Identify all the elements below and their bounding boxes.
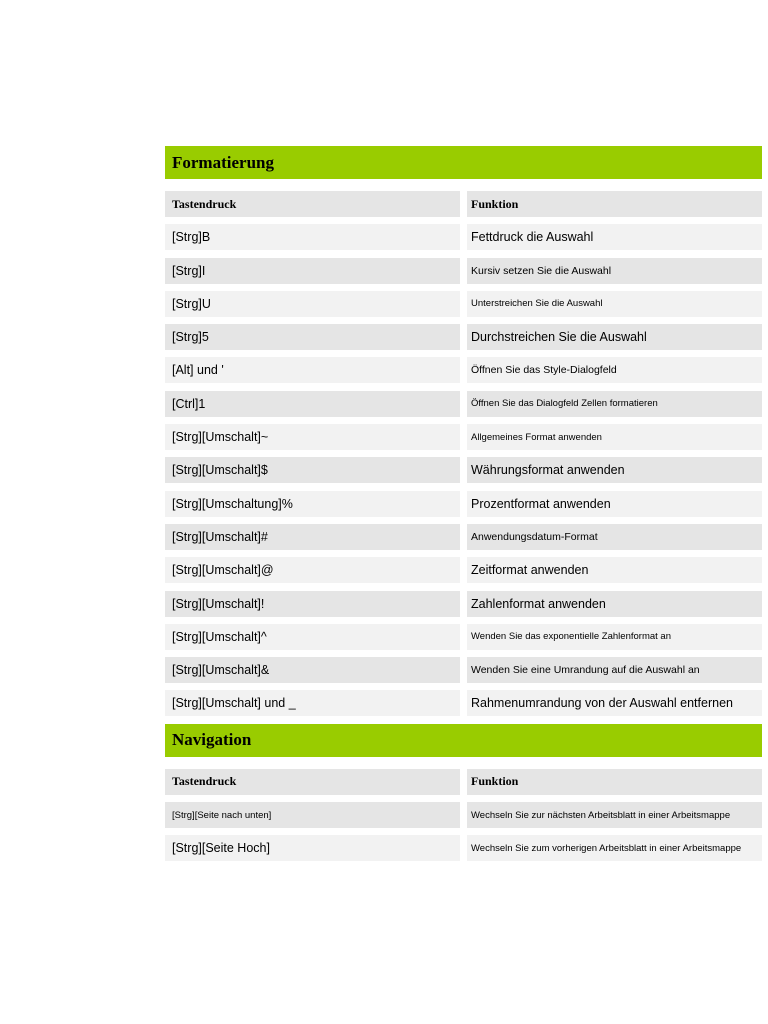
keystroke-cell: [Strg]B — [165, 224, 460, 250]
keystroke-cell: [Strg][Umschalt]~ — [165, 424, 460, 450]
table-row — [165, 835, 762, 861]
formatting-section — [165, 146, 762, 716]
keystroke-cell: [Strg]U — [165, 291, 460, 317]
table-row — [165, 557, 762, 583]
keystroke-cell: [Alt] und ' — [165, 357, 460, 383]
table-row — [165, 524, 762, 550]
keystroke-cell: [Strg][Umschalt]$ — [165, 457, 460, 483]
table-row — [165, 624, 762, 650]
function-cell: Wechseln Sie zum vorherigen Arbeitsblatt in einer Arbeitsmappe — [467, 835, 762, 861]
function-cell: Wenden Sie das exponentielle Zahlenformat an — [467, 624, 762, 650]
keystroke-cell: [Strg][Umschalt]# — [165, 524, 460, 550]
section-title: Formatierung — [165, 146, 762, 179]
table-row — [165, 657, 762, 683]
function-cell: Zeitformat anwenden — [467, 557, 762, 583]
column-header-keystroke: Tastendruck — [165, 769, 460, 795]
table-row — [165, 690, 762, 716]
navigation-table — [165, 769, 762, 862]
function-cell: Kursiv setzen Sie die Auswahl — [467, 258, 762, 284]
column-header-function: Funktion — [467, 191, 762, 217]
keystroke-cell: [Strg][Seite Hoch] — [165, 835, 460, 861]
function-cell: Öffnen Sie das Dialogfeld Zellen formatieren — [467, 391, 762, 417]
keystroke-cell: [Strg][Umschalt]& — [165, 657, 460, 683]
table-row — [165, 591, 762, 617]
keystroke-cell: [Strg][Seite nach unten] — [165, 802, 460, 828]
function-cell: Wenden Sie eine Umrandung auf die Auswahl an — [467, 657, 762, 683]
column-header-function: Funktion — [467, 769, 762, 795]
function-cell: Fettdruck die Auswahl — [467, 224, 762, 250]
table-row — [165, 224, 762, 250]
column-header-keystroke: Tastendruck — [165, 191, 460, 217]
table-row — [165, 291, 762, 317]
table-header-row — [165, 191, 762, 217]
keystroke-cell: [Strg][Umschalt] und _ — [165, 690, 460, 716]
table-row — [165, 424, 762, 450]
section-title: Navigation — [165, 724, 762, 757]
keystroke-cell: [Strg]5 — [165, 324, 460, 350]
keystroke-cell: [Strg][Umschaltung]% — [165, 491, 460, 517]
shortcut-reference — [165, 146, 762, 869]
function-cell: Währungsformat anwenden — [467, 457, 762, 483]
table-row — [165, 324, 762, 350]
table-row — [165, 391, 762, 417]
function-cell: Rahmenumrandung von der Auswahl entfernen — [467, 690, 762, 716]
formatting-table — [165, 191, 762, 716]
keystroke-cell: [Strg][Umschalt]! — [165, 591, 460, 617]
function-cell: Wechseln Sie zur nächsten Arbeitsblatt in einer Arbeitsmappe — [467, 802, 762, 828]
function-cell: Prozentformat anwenden — [467, 491, 762, 517]
table-row — [165, 802, 762, 828]
keystroke-cell: [Ctrl]1 — [165, 391, 460, 417]
table-header-row — [165, 769, 762, 795]
keystroke-cell: [Strg]I — [165, 258, 460, 284]
navigation-section — [165, 724, 762, 862]
keystroke-cell: [Strg][Umschalt]@ — [165, 557, 460, 583]
function-cell: Allgemeines Format anwenden — [467, 424, 762, 450]
function-cell: Öffnen Sie das Style-Dialogfeld — [467, 357, 762, 383]
table-row — [165, 491, 762, 517]
function-cell: Durchstreichen Sie die Auswahl — [467, 324, 762, 350]
table-row — [165, 357, 762, 383]
table-row — [165, 457, 762, 483]
function-cell: Anwendungsdatum-Format — [467, 524, 762, 550]
function-cell: Zahlenformat anwenden — [467, 591, 762, 617]
function-cell: Unterstreichen Sie die Auswahl — [467, 291, 762, 317]
keystroke-cell: [Strg][Umschalt]^ — [165, 624, 460, 650]
table-row — [165, 258, 762, 284]
